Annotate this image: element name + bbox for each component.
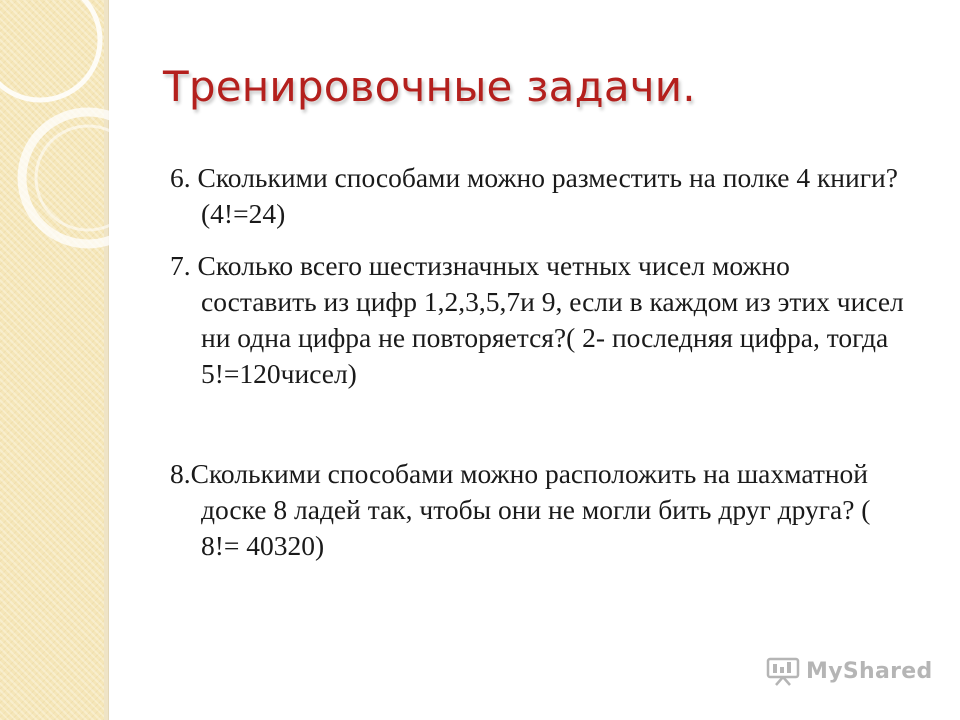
problem-8: 8.Сколькими способами можно расположить на шахматной доске 8 ладей так, чтобы они не могли бить друг друга? ( 8!= 40320) xyxy=(170,458,871,561)
watermark xyxy=(766,656,933,686)
problem-6: 6. Сколькими способами можно разместить на полке 4 книги? (4!=24) xyxy=(170,162,898,229)
slide-title: Тренировочные задачи. xyxy=(163,62,696,111)
watermark-text: MyShared xyxy=(806,658,933,684)
presentation-board-icon xyxy=(766,656,800,686)
problem-7: 7. Сколько всего шестизначных четных чисел можно составить из цифр 1,2,3,5,7и 9, если в каждом из этих чисел ни одна цифра не повторяется?( 2- последняя цифра, тогда 5!=120чисел) xyxy=(170,250,904,389)
